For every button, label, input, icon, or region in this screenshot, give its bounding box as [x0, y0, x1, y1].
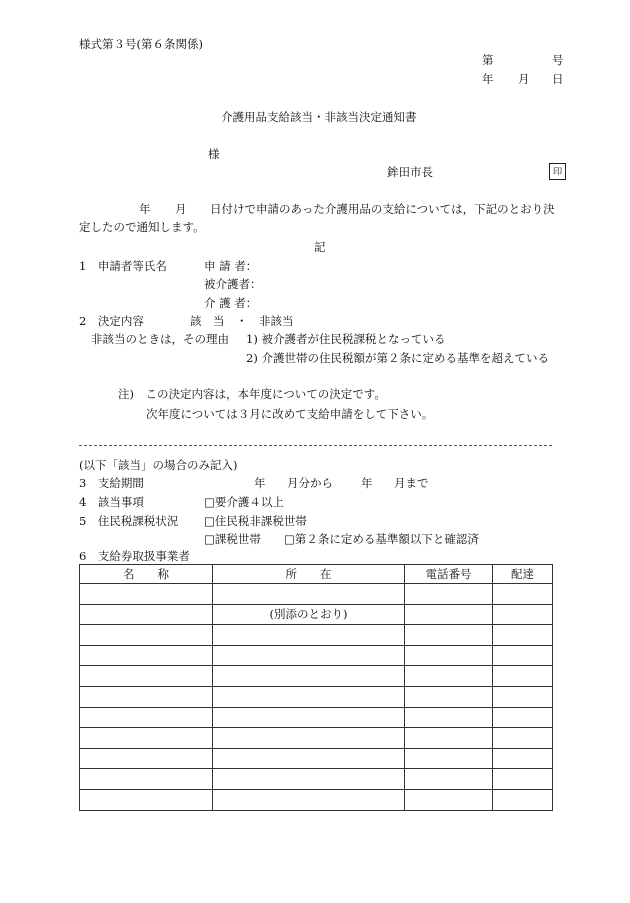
table-cell[interactable]	[80, 769, 213, 790]
issuer-name: 鉾田市長	[387, 165, 433, 179]
body-month: 月	[175, 202, 187, 216]
table-cell[interactable]	[493, 769, 553, 790]
table-row	[80, 707, 553, 728]
form-id: 様式第３号(第６条関係)	[79, 37, 203, 51]
tax-label: 5 住民税課税状況	[79, 514, 179, 528]
period-to-year: 年	[361, 476, 373, 490]
table-cell[interactable]	[80, 707, 213, 728]
body-year: 年	[139, 202, 151, 216]
table-cell[interactable]	[80, 748, 213, 769]
date-month: 月	[518, 72, 530, 86]
document-title: 介護用品支給該当・非該当決定通知書	[221, 110, 417, 124]
vendor-table	[79, 564, 553, 811]
section-2-heading: 2 決定内容	[79, 314, 144, 328]
table-row	[80, 604, 553, 625]
table-row	[80, 748, 553, 769]
note-line-2: 次年度については３月に改めて支給申請をして下さい。	[146, 407, 434, 421]
table-cell[interactable]	[493, 686, 553, 707]
table-row	[80, 625, 553, 646]
table-cell[interactable]	[405, 645, 493, 666]
vendor-label: 6 支給券取扱事業者	[79, 549, 190, 563]
table-cell[interactable]	[493, 707, 553, 728]
reason-1: 1) 被介護者が住民税課税となっている	[246, 332, 446, 346]
date-year: 年	[482, 72, 494, 86]
period-label: 3 支給期間	[79, 476, 144, 490]
table-row	[80, 686, 553, 707]
table-cell[interactable]	[493, 666, 553, 687]
period-from-year: 年	[254, 476, 266, 490]
item-checkbox-care-level[interactable]: □要介護４以上	[204, 495, 284, 509]
table-cell[interactable]	[213, 686, 405, 707]
col-header-location: 所 在	[213, 565, 405, 584]
seal-stamp: 印	[549, 163, 566, 180]
table-cell-attachment-note: (別添のとおり)	[213, 604, 405, 625]
table-cell[interactable]	[493, 728, 553, 749]
lower-intro: (以下「該当」の場合のみ記入)	[79, 458, 238, 472]
table-cell[interactable]	[213, 707, 405, 728]
period-to-month: 月まで	[394, 476, 429, 490]
table-cell[interactable]	[493, 604, 553, 625]
table-cell[interactable]	[213, 789, 405, 810]
reason-label: 非該当のときは，その理由	[91, 332, 229, 346]
table-row	[80, 769, 553, 790]
table-row	[80, 584, 553, 605]
table-cell[interactable]	[493, 645, 553, 666]
table-cell[interactable]	[213, 666, 405, 687]
table-cell[interactable]	[405, 728, 493, 749]
table-cell[interactable]	[405, 604, 493, 625]
period-from-month: 月分から	[287, 476, 333, 490]
table-cell[interactable]	[80, 584, 213, 605]
table-cell[interactable]	[80, 645, 213, 666]
ki-heading: 記	[314, 240, 326, 254]
body-line-2: 定したので通知します。	[79, 220, 205, 234]
table-cell[interactable]	[213, 748, 405, 769]
table-cell[interactable]	[80, 604, 213, 625]
note-line-1: 注) この決定内容は，本年度についての決定です。	[118, 387, 386, 401]
tax-checkbox-confirmed[interactable]: □第２条に定める基準額以下と確認済	[284, 532, 479, 546]
table-cell[interactable]	[405, 686, 493, 707]
table-cell[interactable]	[493, 789, 553, 810]
table-row	[80, 789, 553, 810]
number-prefix: 第	[482, 53, 494, 67]
table-cell[interactable]	[405, 789, 493, 810]
table-cell[interactable]	[80, 728, 213, 749]
table-cell[interactable]	[405, 666, 493, 687]
tax-checkbox-nontaxable[interactable]: □住民税非課税世帯	[204, 514, 307, 528]
item-label: 4 該当事項	[79, 495, 144, 509]
date-day: 日	[552, 72, 564, 86]
recipient-label: 被介護者：	[204, 277, 262, 291]
table-cell[interactable]	[405, 769, 493, 790]
table-cell[interactable]	[405, 707, 493, 728]
table-cell[interactable]	[80, 789, 213, 810]
table-cell[interactable]	[213, 625, 405, 646]
reason-2: 2) 介護世帯の住民税額が第２条に定める基準を超えている	[246, 351, 549, 365]
table-cell[interactable]	[405, 625, 493, 646]
tax-checkbox-taxable[interactable]: □課税世帯	[204, 532, 261, 546]
addressee-suffix: 様	[208, 147, 220, 161]
table-cell[interactable]	[493, 625, 553, 646]
number-suffix: 号	[552, 53, 564, 67]
col-header-delivery: 配達	[493, 565, 553, 584]
decision-options: 該 当 ・ 非該当	[190, 314, 294, 328]
table-cell[interactable]	[80, 666, 213, 687]
col-header-name: 名 称	[80, 565, 213, 584]
table-cell[interactable]	[213, 584, 405, 605]
table-cell[interactable]	[213, 728, 405, 749]
col-header-phone: 電話番号	[405, 565, 493, 584]
table-cell[interactable]	[493, 584, 553, 605]
table-row	[80, 728, 553, 749]
table-row	[80, 645, 553, 666]
section-1-heading: 1 申請者等氏名	[79, 259, 167, 273]
caregiver-label: 介 護 者：	[204, 296, 258, 310]
table-cell[interactable]	[405, 584, 493, 605]
table-cell[interactable]	[80, 625, 213, 646]
table-row	[80, 666, 553, 687]
table-cell[interactable]	[493, 748, 553, 769]
table-cell[interactable]	[213, 645, 405, 666]
table-cell[interactable]	[405, 748, 493, 769]
table-cell[interactable]	[80, 686, 213, 707]
applicant-label: 申 請 者：	[204, 259, 258, 273]
body-line-1: 日付けで申請のあった介護用品の支給については，下記のとおり決	[210, 202, 555, 216]
table-header-row	[80, 565, 553, 584]
table-cell[interactable]	[213, 769, 405, 790]
section-divider	[79, 445, 552, 446]
